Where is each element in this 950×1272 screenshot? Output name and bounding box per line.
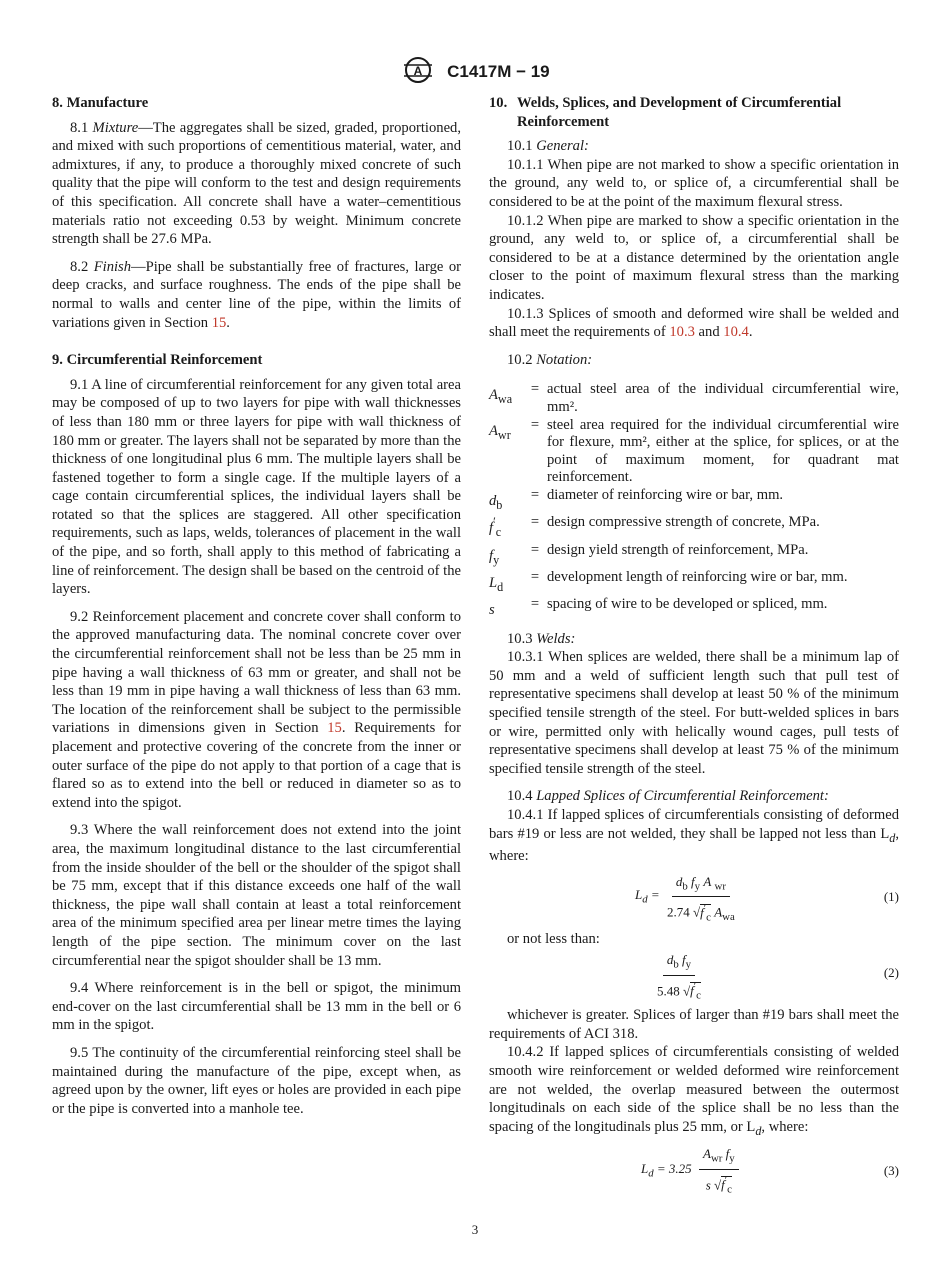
eq1-lhs: $L_d$ = <box>635 886 660 906</box>
equation-1 <box>489 866 899 930</box>
notation-definition: development length of reinforcing wire or bar, mm. <box>547 568 848 585</box>
eq1-number: (1) <box>883 888 899 904</box>
paragraph-9-2: 9.2 Reinforcement placement and concrete cover shall conform to the approved manufacturing data. The nominal concrete cover over the circumferential reinforcement shall not be less than be 25 mm in pipe having a wall thickness of 63 mm or greater, and shall not be less than 19 mm in pipe having a wall thickness of less than 63 mm. The location of the reinforcement shall be subject to the permissible variations in dimensions given in Section 15. Requirements for placement and protective covering of the concrete from the inner or outer surface of the pipe do not apply to that portion of a cage that is flared so as to extend into the bell or reduced in diameter so as to extend into the spigot. <box>52 608 461 811</box>
eq3-number: (3) <box>883 1163 899 1179</box>
right-column <box>489 94 899 1200</box>
paragraph-10-4-1: 10.4.1 If lapped splices of circumferentials consisting of deformed bars #19 or less are not welded, they shall be lapped not less than $L_d$, where: <box>489 807 899 865</box>
notation-symbol: d <box>489 492 497 509</box>
notation-item <box>489 596 899 623</box>
paragraph-8-1: 8.1 Mixture—The aggregates shall be sized, graded, proportioned, and mixed with such proportions of cementitious material, water, and admixtures, if any, to produce a thoroughly mixed concrete of such quality that the pipe will conform to the test and design requirements of this specification. All concrete shall have a water–cementitious materials ratio not exceeding 0.53 by weight. Minimum concrete strength shall be 27.6 MPa. <box>52 119 461 248</box>
left-column <box>52 94 461 1127</box>
notation-definition: design compressive strength of concrete, MPa. <box>547 514 820 531</box>
notation-symbol: A <box>489 422 498 439</box>
astm-logo-icon <box>400 56 436 89</box>
document-title: C1417M − 19 <box>447 61 550 81</box>
notation-definition: steel area required for the individual circumferential wire for flexure, mm², either at the splice, for splices, or at the point of maximum moment, for quadrant mat reinforcement. <box>547 416 899 486</box>
paragraph-10-3-1: 10.3.1 When splices are welded, there shall be a minimum lap of 50 mm and a weld of sufficient length such that pull test of representative specimens shall develop at least 50 % of the minimum specified tensile strength of the steel. For butt-welded splices in bars or wire, permitted only with helically wound cages, pull tests of representative specimens shall develop at least 75 % of the minimum specified tensile strength of the steel. <box>489 649 899 777</box>
section-10-3-link[interactable]: 10.3 <box>669 324 695 341</box>
notation-equals: = <box>530 568 540 585</box>
paragraph-10-2: 10.2 Notation: <box>507 351 593 368</box>
notation-symbol: A <box>489 387 498 404</box>
notation-definition: design yield strength of reinforcement, MPa. <box>547 541 809 558</box>
notation-symbol: f <box>489 547 494 564</box>
section-15-link[interactable]: 15 <box>211 314 227 331</box>
paragraph-9-4: 9.4 Where reinforcement is in the bell or spigot, the minimum end-cover on the last circumferential shall be 13 mm in the bell or 6 mm in the spigot. <box>52 980 461 1034</box>
notation-item: $A_{wa}$ = actual steel area of the individual circumferential wire, mm². <box>489 381 899 415</box>
notation-equals: = <box>530 514 540 531</box>
notation-equals: = <box>530 541 540 558</box>
paragraph-10-4: 10.4 Lapped Splices of Circumferential Reinforcement: <box>507 788 829 805</box>
paragraph-10-4-2: 10.4.2 If lapped splices of circumferentials consisting of welded smooth wire reinforcement or welded deformed wire reinforcement are not welded, the overlap measured between the outermost longitudinals on each side of the splice shall be no less than the spacing of the longitudinals plus 25 mm, or $L_d$, where: <box>489 1044 899 1138</box>
paragraph-9-3: 9.3 Where the wall reinforcement does not extend into the joint area, the maximum longitudinal distance to the last circumferential from the inside shoulder of the bell or the shoulder of the spigot shall be 75 mm, except that if this distance exceeds one half of the wall thickness, the pipe wall shall contain at least a total reinforcement area of the minimum specified area per linear metre times the laying length of the pipe section. The minimum cover on the last circumferential near the spigot shoulder shall be 13 mm. <box>52 822 461 969</box>
notation-item: $f_y$ = design yield strength of reinforcement, MPa. <box>489 542 899 569</box>
section-15-link[interactable]: 15 <box>327 720 342 737</box>
notation-list <box>489 381 899 623</box>
paragraph-10-1-2: 10.1.2 When pipe are marked to show a specific orientation in the ground, any weld to, or splice of, a circumferential shall be considered to be at a distance determined by the orientation angle closer to the point of maximum flexural stress than the marking indicates. <box>489 212 899 303</box>
page-number: 3 <box>471 1222 479 1237</box>
notation-equals: = <box>530 486 540 503</box>
paragraph-10-1-3: 10.1.3 Splices of smooth and deformed wire shall be welded and shall meet the requirements of 10.3 and 10.4. <box>489 305 899 341</box>
notation-symbol: f <box>489 520 494 537</box>
notation-definition: diameter of reinforcing wire or bar, mm. <box>547 486 784 503</box>
notation-item: $f'_c$ = design compressive strength of concrete, MPa. <box>489 514 899 541</box>
notation-symbol: L <box>489 574 498 591</box>
section-10-heading: 10. Welds, Splices, and Development of Circumferential Reinforcement <box>489 95 842 130</box>
eq3-fraction: $A_{wr}$ $f_y$ s $√f'_c$ <box>699 1144 739 1201</box>
paragraph-10-1-1: 10.1.1 When pipe are not marked to show a specific orientation in the ground, any weld to, or splice of, a circumferential shall be considered to be at the point of the maximum flexural stress. <box>489 156 899 210</box>
paragraph-10-1: 10.1 General: <box>507 138 589 155</box>
eq2-fraction: $\frac{d_b f_y}{5.48 √f'_c}$ <box>657 952 701 1002</box>
eq2-number: (2) <box>883 965 899 981</box>
eq1-fraction: $d_b$ $f_y$ A $_{wr}$ 2.74 $√f'_c$ $A_{wa}$ <box>667 873 735 924</box>
notation-item: $A_{wr}$ = steel area required for the individual circumferential wire for flexure, mm², either at the splice, for splices, or at the point of maximum moment, for quadrant mat reinforcement. <box>489 416 899 486</box>
paragraph-9-5: 9.5 The continuity of the circumferential reinforcing steel shall be maintained during the manufacture of the pipe, except when, as agreed upon by the owner, lift eyes or holes are provided in each pipe or the pipe is converted into a manhole tee. <box>52 1044 461 1117</box>
notation-item: $d_b$ = diameter of reinforcing wire or bar, mm. <box>489 487 899 514</box>
page-header <box>0 56 950 89</box>
notation-definition: spacing of wire to be developed or spliced, mm. <box>547 596 828 613</box>
equation-3 <box>489 1140 899 1200</box>
notation-equals: = <box>530 381 540 398</box>
paragraph-10-3: 10.3 Welds: <box>507 630 576 647</box>
notation-item: $L_d$ = development length of reinforcing wire or bar, mm. <box>489 569 899 596</box>
or-not-less-than: or not less than: <box>507 930 600 947</box>
notation-symbol: s <box>489 602 495 619</box>
section-9-heading: 9. Circumferential Reinforcement <box>52 352 263 369</box>
paragraph-8-2: 8.2 Finish—Pipe shall be substantially free of fractures, large or deep cracks, and surface roughness. The ends of the pipe shall be normal to walls and center line of the pipe, within the limits of variations given in Section 15. <box>52 258 462 331</box>
whichever-paragraph: whichever is greater. Splices of larger than #19 bars shall meet the requirements of ACI 318. <box>489 1007 899 1042</box>
section-8-heading: 8. Manufacture <box>52 95 149 111</box>
notation-definition: actual steel area of the individual circumferential wire, mm². <box>547 381 899 415</box>
section-10-4-link[interactable]: 10.4 <box>723 324 749 341</box>
paragraph-9-1: 9.1 A line of circumferential reinforcement for any given total area may be composed of up to two layers for pipe with wall thicknesses of less than 180 mm or three layers for pipe with wall thickness of 180 mm or greater. The layers shall not be separated by more than the thickness of one longitudinal plus 6 mm. The multiple layers shall be fastened together to form a single cage. If the multiple layers of a cage contain circumferential splices, the individual layers shall be rotated so that the splices are staggered. All other specification requirements, such as laps, welds, tolerances of placement in the wall of the pipe, and so forth, shall apply to this method of fabricating a line of reinforcement. The design shall be based on the centroid of the layers. <box>52 376 461 598</box>
svg-text:A: A <box>414 64 423 78</box>
notation-equals: = <box>530 416 540 433</box>
eq3-lhs: $L_d = 3.25$ <box>641 1161 692 1180</box>
notation-equals: = <box>530 596 540 613</box>
equation-2 <box>489 948 899 1006</box>
